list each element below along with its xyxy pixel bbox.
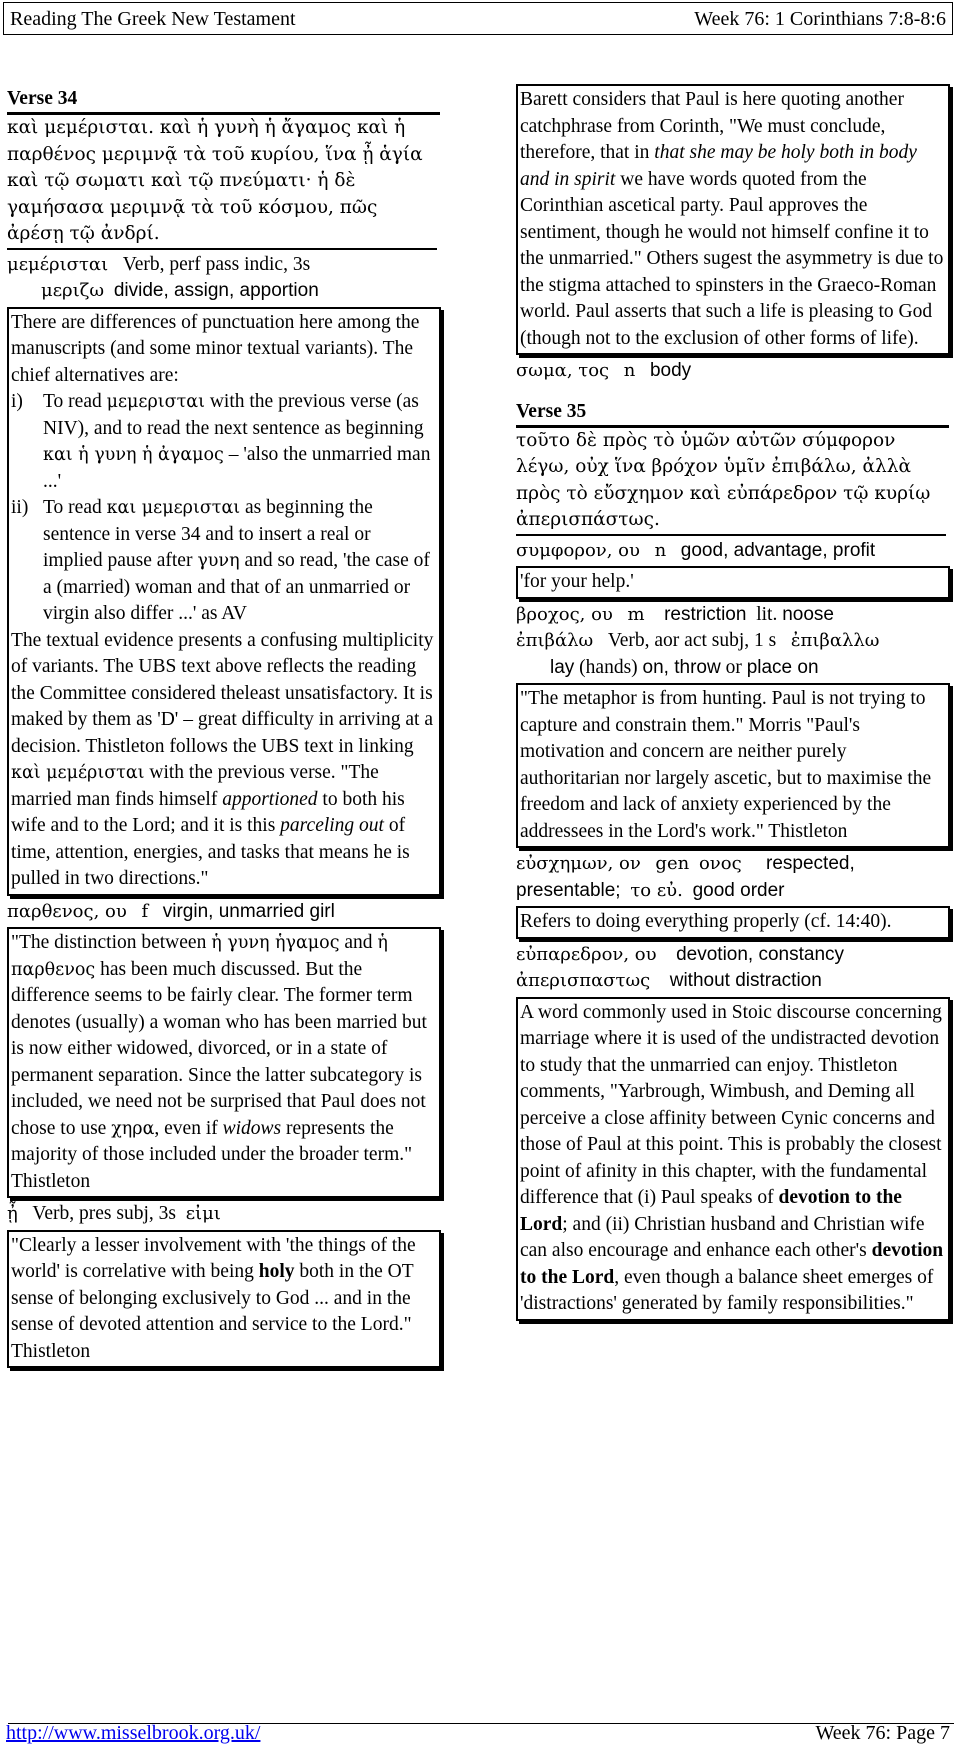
vocab-gloss: without distraction: [669, 970, 822, 991]
vocab-parthenos: [7, 899, 447, 926]
vocab-parse: Verb, pres subj, 3s: [32, 1203, 176, 1224]
vocab-lit: lit.: [756, 603, 778, 625]
vocab-parse: Verb, perf pass indic, 3s: [122, 253, 311, 275]
vocab-genform: ονος: [698, 853, 742, 874]
list-label: ii): [11, 497, 29, 518]
note-text: To read: [43, 497, 102, 518]
italic-term: apportioned: [222, 788, 318, 810]
vocab-gloss: lay: [550, 656, 575, 678]
note-hunting: "The metaphor is from hunting. Paul is not trying to capture and constrain them." Morris "Paul's motivation and concern are neither purely authoritarian nor largely ascetic, but to maximise the freedom and lack of anxiety experienced by the addressees in the Lord's work." Thistleton: [516, 683, 950, 848]
note-holy: [7, 1230, 441, 1369]
vocab-gloss: virgin, unmarried girl: [162, 900, 335, 922]
note-textual-evidence: [11, 628, 435, 893]
verse-35-heading: Verse 35: [516, 400, 949, 428]
vocab-note: (hands): [579, 656, 638, 678]
note-text: with the previous verse (as NIV), and to read the next sentence as beginning: [43, 391, 424, 439]
note-text: , even if: [154, 1117, 218, 1139]
vocab-gloss: place on: [746, 656, 819, 678]
verse-34-text: καὶ μεμέρισται. καὶ ἡ γυνὴ ἡ ἄγαμος καὶ ἡ παρθένος μεριμνᾷ τὰ τοῦ κυρίου, ἵνα ᾖ ἁγία καὶ τῷ σωματι καὶ τῷ πνεύματι· ἡ δὲ γαμήσασα μεριμνᾷ τὰ τοῦ κόσμου, πῶς ἀρέσῃ τῷ ἀνδρί.: [7, 115, 437, 250]
greek-term: και ἡ γυνη ἡ ἀγαμος: [43, 445, 224, 465]
vocab-word: παρθενος, ου: [7, 900, 127, 922]
vocab-euschemon: [516, 851, 956, 904]
week-reference: Week 76: 1 Corinthians 7:8-8:6: [694, 8, 946, 30]
note-text: both in the OT sense of belonging exclusively to God ... and in the sense of devoted attention and service to the Lord." Thistleton: [11, 1261, 414, 1362]
vocab-note: or: [725, 656, 742, 678]
vocab-euparedron: [516, 942, 956, 969]
bold-term: devotion to the Lord: [520, 1187, 902, 1235]
vocab-memeristai: [7, 252, 447, 279]
note-barett: [516, 84, 950, 355]
alternative-ii: [11, 495, 435, 628]
vocab-soma: [516, 358, 956, 385]
vocab-e: [7, 1201, 447, 1228]
vocab-gloss: body: [649, 360, 692, 381]
note-text: Barett considers that Paul is here quoting another catchphrase from Corinth, "We must conclude, therefore, that in: [520, 89, 904, 163]
greek-term: και μεμερισται: [106, 498, 241, 518]
vocab-epibalo-gloss: [516, 655, 956, 682]
vocab-word: ἀπερισπαστως: [516, 970, 651, 991]
note-text: and so read, 'the case of a (married) woman and that of an unmarried or virgin also differ ...' as AV: [43, 550, 430, 624]
vocab-gender: n: [654, 539, 667, 561]
vocab-word: σωμα, τος: [516, 360, 610, 381]
verse-34-heading: Verse 34: [7, 87, 440, 115]
note-text: and: [344, 932, 373, 953]
greek-term: χηρα: [111, 1118, 155, 1139]
note-text: of time, attention, energies, and tasks that means he is pulled in two directions.": [11, 815, 410, 889]
note-intro: There are differences of punctuation here among the manuscripts (and some minor textual variants). The chief alternatives are:: [11, 311, 420, 386]
vocab-lemma: ἐπιβαλλω: [790, 630, 880, 651]
alternative-i: [11, 389, 435, 495]
vocab-word: συμφορον, ου: [516, 539, 640, 561]
note-text: To read: [43, 391, 102, 412]
vocab-merizo: [7, 278, 447, 305]
greek-term: καὶ μεμέρισται: [11, 763, 145, 783]
italic-term: that she may be holy both in body and in spirit: [520, 142, 917, 190]
vocab-gloss: good order: [692, 879, 785, 901]
bold-term: devotion to the Lord: [520, 1240, 944, 1288]
vocab-gender: f: [141, 900, 149, 922]
note-text: The textual evidence presents a confusing multiplicity of variants. The UBS text above reflects the reading the Committee considered theleast unsatisfactory. It is maked by them as 'D' – great difficulty in arriving at a decision. Thistleton follows the UBS text in linking: [11, 629, 434, 757]
vocab-gloss: respected, presentable;: [516, 853, 855, 901]
vocab-gloss: divide, assign, apportion: [113, 280, 319, 301]
vocab-gloss: noose: [782, 603, 834, 625]
note-text: , even though a balance sheet emerges of 'distractions' generated by family responsibilities.": [520, 1266, 934, 1314]
note-stoic: [516, 997, 950, 1321]
right-column: [516, 86, 956, 1324]
note-help: 'for your help.': [516, 566, 950, 599]
note-text: ; and (ii) Christian husband and Christian wife can also encourage and enhance each other's: [520, 1213, 925, 1261]
note-text: – 'also the unmarried man ...': [43, 444, 431, 492]
vocab-phrase: το εὐ.: [630, 879, 683, 901]
note-punctuation: [7, 307, 441, 896]
page-number: Week 76: Page 7: [815, 1722, 950, 1744]
vocab-word: βροχος, ου: [516, 603, 613, 625]
page-header: [3, 2, 953, 35]
document-title: Reading The Greek New Testament: [10, 8, 296, 30]
bold-term: holy: [258, 1261, 295, 1282]
verse-35-text: τοῦτο δὲ πρὸς τὸ ὑμῶν αὐτῶν σύμφορον λέγω, οὐχ ἵνα βρόχον ὑμῖν ἐπιβάλω, ἀλλὰ πρὸς τὸ εὔσχημον καὶ εὐπάρεδρον τῷ κυρίῳ ἀπερισπάστως.: [516, 428, 946, 536]
vocab-gender: n: [623, 360, 636, 381]
list-label: i): [11, 391, 23, 412]
vocab-epibalo: [516, 628, 956, 655]
vocab-word: μεμέρισται: [7, 253, 109, 275]
note-text: A word commonly used in Stoic discourse concerning marriage where it is used of the undistracted devotion to study that the unmarried can enjoy. Thistleton comments, "Yarbrough, Wimbush, and Deming all perceive a close affinity between Cynic concerns and those of Paul at this point. This is probably the closest point of afinity in this chapter, with the fundamental difference that (i) Paul speaks of: [520, 1001, 942, 1208]
note-text: "The distinction between: [11, 932, 207, 953]
note-text: as beginning the sentence in verse 34 and to insert a real or implied pause after: [43, 497, 373, 571]
vocab-word: εὐπαρεδρον, ου: [516, 943, 657, 965]
vocab-word: ᾖ: [7, 1203, 18, 1224]
site-link[interactable]: http://www.misselbrook.org.uk/: [6, 1722, 261, 1744]
italic-term: widows: [222, 1117, 282, 1139]
vocab-lemma: εἰμι: [185, 1203, 221, 1224]
vocab-gloss: restriction: [664, 603, 747, 625]
note-text: with the previous verse. "The married man finds himself: [11, 762, 379, 810]
vocab-gloss: devotion, constancy: [676, 943, 845, 965]
vocab-gender: m: [627, 603, 645, 625]
left-column: [7, 86, 447, 1371]
note-text: represents the majority of those included under the broader term." Thistleton: [11, 1117, 413, 1192]
greek-term: γυνη: [197, 551, 240, 571]
greek-term: μεμερισται: [106, 392, 205, 412]
greek-term: ἡ γυνη ἡγαμος: [211, 933, 340, 953]
vocab-word: ἐπιβάλω: [516, 630, 594, 651]
vocab-gloss: good, advantage, profit: [680, 539, 876, 561]
vocab-gen: gen: [655, 853, 690, 874]
note-properly: Refers to doing everything properly (cf. 14:40).: [516, 906, 950, 939]
vocab-word: εὐσχημων, ον: [516, 853, 641, 874]
note-text: "Clearly a lesser involvement with 'the things of the world' is correlative with being: [11, 1234, 416, 1282]
note-distinction: [7, 927, 441, 1198]
italic-term: parceling out: [280, 815, 384, 836]
vocab-brochos: [516, 602, 956, 629]
vocab-parse: Verb, aor act subj, 1 s: [607, 630, 777, 651]
vocab-lemma: μεριζω: [41, 280, 105, 301]
vocab-sumphoron: [516, 538, 956, 565]
note-text: to both his wife and to the Lord; and it is this: [11, 788, 405, 836]
note-text: we have words quoted from the Corinthian ascetical party. Paul approves the sentiment, though he would not himself confine it to the unmarried." Others sugest the asymmetry is due to the stigma attached to spinsters in the Graeco-Roman world. Paul asserts that such a life is pleasing to God (though not to the exclusion of other forms of life).: [520, 168, 944, 349]
note-text: has been much discussed. But the difference seems to be fairly clear. The former term denotes (usually) a woman who has been married but is now either widowed, divorced, or in a state of permanent separation. Since the latter subcategory is included, we need not be surprised that Paul does not chose to use: [11, 958, 427, 1139]
greek-term: ἡ παρθενος: [11, 933, 388, 980]
vocab-gloss: on, throw: [642, 656, 721, 678]
vocab-aperispastos: [516, 968, 956, 995]
